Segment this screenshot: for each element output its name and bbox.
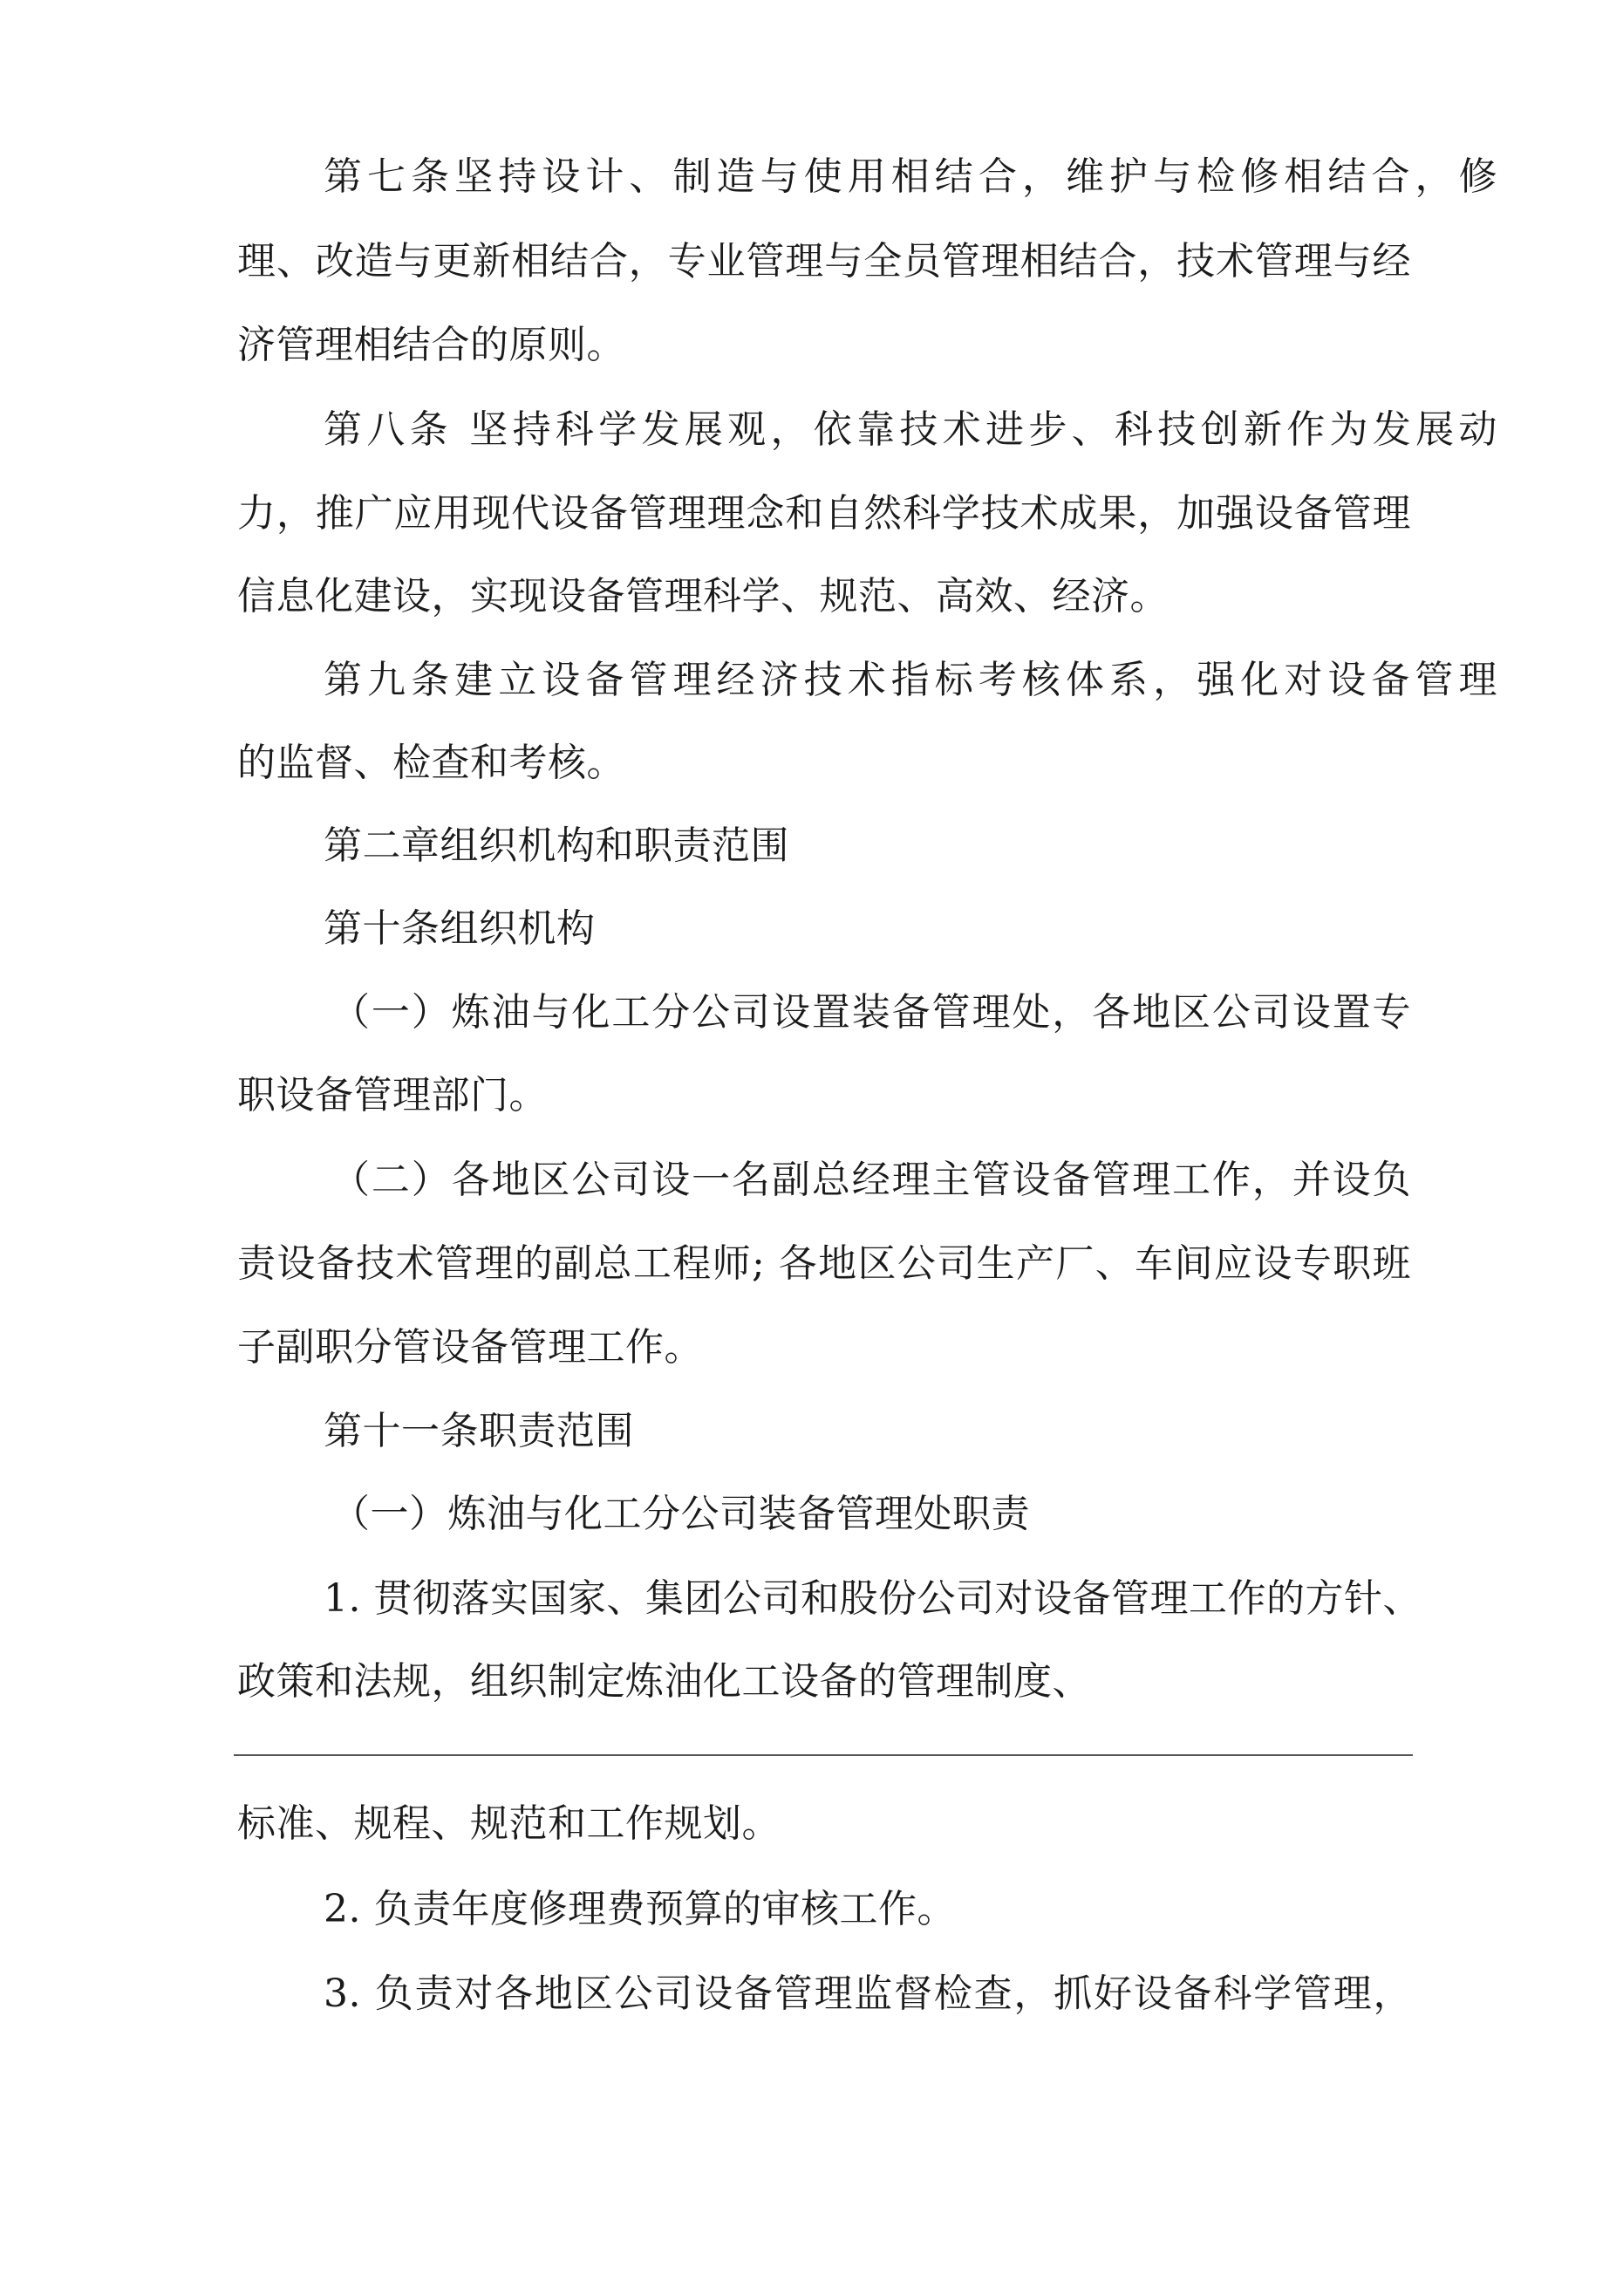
article-heading: 第十条组织机构 [324, 906, 596, 951]
paragraph-line: 3. 负责对各地区公司设备管理监督检查，抓好设备科学管理， [324, 1971, 1412, 2016]
paragraph-line: 第七条坚持设计、制造与使用相结合，维护与检修相结合，修 [324, 154, 1497, 199]
paragraph-line: 2. 负责年度修理费预算的审核工作。 [324, 1887, 956, 1931]
paragraph-line: 责设备技术管理的副总工程师; 各地区公司生产厂、车间应设专职班 [237, 1241, 1411, 1286]
section-heading: （一）炼油与化工分公司装备管理处职责 [331, 1492, 1030, 1536]
paragraph-line: 子副职分管设备管理工作。 [237, 1325, 703, 1370]
paragraph-line: 标准、规程、规范和工作规划。 [237, 1801, 781, 1846]
paragraph-line: 政策和法规，组织制定炼油化工设备的管理制度、 [237, 1659, 1091, 1704]
paragraph-line: 职设备管理部门。 [237, 1073, 548, 1117]
paragraph-line: 的监督、检查和考核。 [237, 741, 625, 785]
paragraph-line: 济管理相结合的原则。 [237, 323, 625, 367]
chapter-heading: 第二章组织机构和职责范围 [324, 823, 789, 868]
article-heading: 第十一条职责范围 [324, 1409, 634, 1453]
paragraph-line: 信息化建设，实现设备管理科学、规范、高效、经济。 [237, 574, 1169, 618]
paragraph-line: （一）炼油与化工分公司设置装备管理处，各地区公司设置专 [331, 990, 1411, 1035]
paragraph-line: （二）各地区公司设一名副总经理主管设备管理工作，并设负 [331, 1158, 1411, 1202]
paragraph-line: 力，推广应用现代设备管理理念和自然科学技术成果，加强设备管理 [237, 491, 1411, 536]
paragraph-line: 理、改造与更新相结合，专业管理与全员管理相结合，技术管理与经 [237, 239, 1411, 284]
paragraph-line: 1. 贯彻落实国家、集团公司和股份公司对设备管理工作的方针、 [324, 1576, 1422, 1621]
paragraph-line: 第八条 坚持科学发展观，依靠技术进步、科技创新作为发展动 [324, 407, 1497, 452]
page-divider [234, 1754, 1413, 1756]
paragraph-line: 第九条建立设备管理经济技术指标考核体系，强化对设备管理 [324, 658, 1497, 702]
